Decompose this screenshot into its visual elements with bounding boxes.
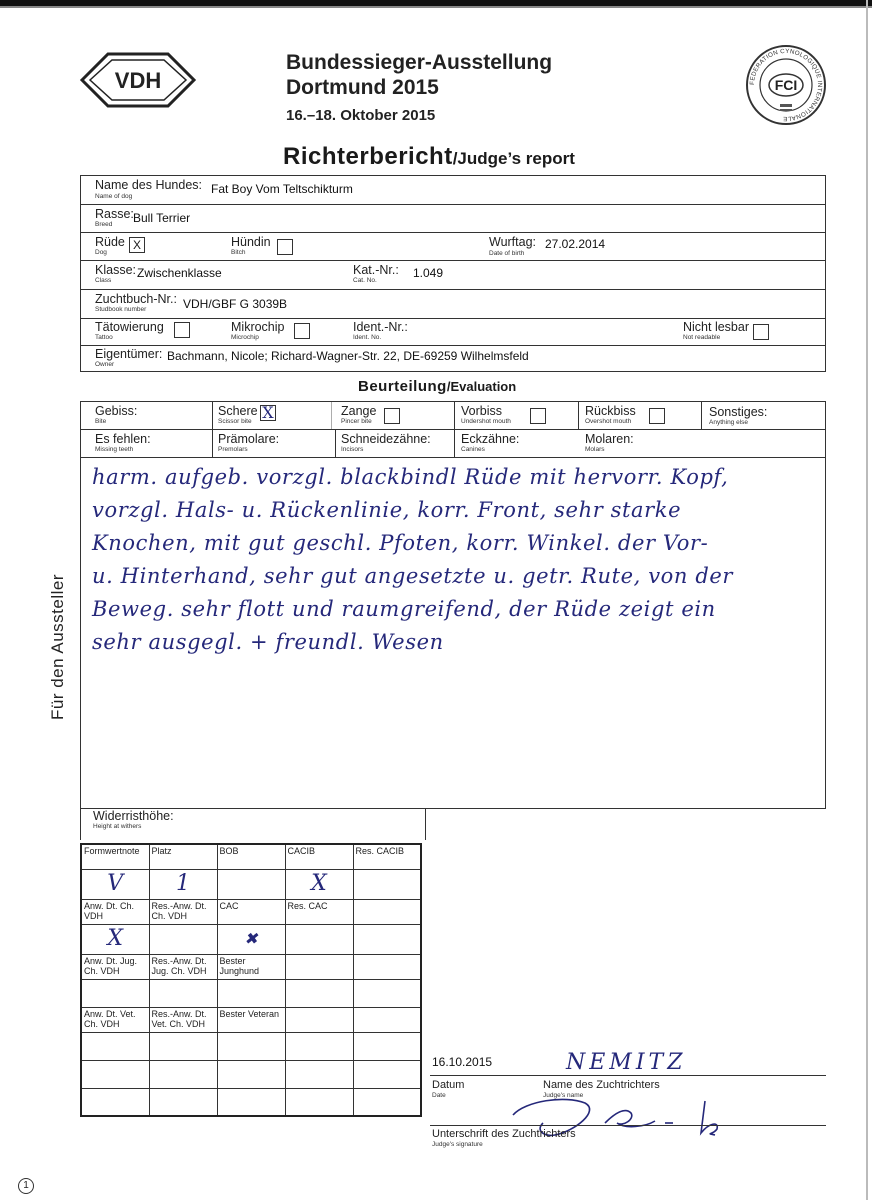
judge-name-handwritten[interactable]: NEMITZ [566,1050,687,1075]
other-label: Sonstiges: [709,405,768,419]
signature-divider [430,1075,826,1076]
show-title-line2: Dortmund 2015 [286,76,439,99]
undershot-sublabel: Undershot mouth [461,418,511,425]
grade-header-cell [285,954,353,979]
tattoo-label: Tätowierung [95,320,164,334]
grade-mark-cell[interactable] [81,1060,149,1088]
handwritten-line: harm. aufgeb. vorzgl. blackbindl Rüde mit hervorr. Kopf, [92,465,729,489]
undershot-checkbox[interactable] [530,408,546,424]
tattoo-sublabel: Tattoo [95,334,113,341]
class-sublabel: Class [95,277,112,284]
female-label: Hündin [231,235,271,249]
table-row [81,844,421,869]
canines-label: Eckzähne: [461,432,520,446]
grade-mark-cell[interactable] [285,1032,353,1060]
grade-mark-cell[interactable] [217,1032,285,1060]
scissor-bite-sublabel: Scissor bite [218,418,252,425]
table-row [81,924,421,954]
withers-height-box [80,808,426,840]
molars-sublabel: Molars [585,446,605,453]
grade-header-cell: Res.-Anw. Dt. Ch. VDH [149,899,217,924]
grade-mark-cell[interactable] [353,979,421,1007]
grade-mark-cell[interactable] [285,924,353,954]
grade-header-cell: CACIB [285,844,353,869]
grade-mark-cell[interactable] [217,1088,285,1116]
fci-seal-logo [745,44,827,126]
signature-label: Unterschrift des Zuchtrichters [432,1128,576,1140]
incisors-sublabel: Incisors [341,446,364,453]
handwritten-line: vorzgl. Hals- u. Rückenlinie, korr. Front, sehr starke [92,498,682,522]
signature-label-group [432,1128,576,1149]
table-row [81,899,421,924]
bite-label: Gebiss: [95,404,138,418]
studbook-sublabel: Studbook number [95,306,147,313]
premolars-label: Prämolare: [218,432,280,446]
page-right-edge [866,0,868,1200]
pincer-bite-label: Zange [341,404,377,418]
molars-label: Molaren: [585,432,634,446]
grade-mark-cell[interactable] [353,869,421,899]
grade-header-cell [353,899,421,924]
date-sublabel: Date [432,1092,446,1099]
report-title-sub: /Judge’s report [452,149,575,168]
grade-mark-cell[interactable]: 1 [149,869,217,899]
canines-sublabel: Canines [461,446,485,453]
judge-name-label: Name des Zuchtrichters [543,1079,660,1091]
ident-number-label: Ident.-Nr.: [353,320,408,334]
grade-mark-cell[interactable] [81,979,149,1007]
grade-header-cell [353,954,421,979]
report-title [283,143,575,171]
premolars-sublabel: Premolars [218,446,248,453]
grade-header-cell: Res.-Anw. Dt. Vet. Ch. VDH [149,1007,217,1032]
grade-header-cell: Anw. Dt. Ch. VDH [81,899,149,924]
grade-mark-cell[interactable] [285,979,353,1007]
overshot-label: Rückbiss [585,404,636,418]
scissor-bite-label: Schere [218,404,258,418]
table-row [81,1032,421,1060]
female-checkbox[interactable] [277,239,293,255]
dog-name-label: Name des Hundes: [95,178,203,192]
handwritten-evaluation[interactable] [92,461,812,659]
handwritten-line: u. Hinterhand, sehr gut angesetzte u. getr. Rute, von der [92,564,734,588]
male-label: Rüde [95,235,125,249]
dog-info-box [80,175,826,372]
grade-mark-cell[interactable] [81,1088,149,1116]
withers-height-sublabel: Height at withers [93,823,142,830]
not-readable-sublabel: Not readable [683,334,721,341]
grade-mark-cell[interactable] [81,1032,149,1060]
dog-name-sublabel: Name of dog [95,193,133,200]
not-readable-checkbox[interactable] [753,324,769,340]
grade-header-cell: Bester Veteran [217,1007,285,1032]
vdh-logo-text: VDH [114,68,162,93]
table-row [81,979,421,1007]
evaluation-title-main: Beurteilung [358,378,447,395]
breed-sublabel: Breed [95,221,113,228]
date-label: Datum [432,1079,465,1091]
evaluation-title [358,378,516,396]
studbook-label: Zuchtbuch-Nr.: [95,292,177,306]
table-row [81,954,421,979]
grade-mark-cell[interactable] [149,979,217,1007]
grade-mark-cell[interactable] [353,1032,421,1060]
grade-header-cell: BOB [217,844,285,869]
grade-mark-cell[interactable]: V [81,869,149,899]
table-row [81,1060,421,1088]
dog-name-value[interactable]: Fat Boy Vom Teltschikturm [211,182,353,196]
fci-seal-text: FCI [774,77,798,93]
grade-mark-cell[interactable] [149,1032,217,1060]
signature-sublabel: Judge's signature [432,1141,483,1148]
scissor-bite-checkbox[interactable]: X [260,405,276,421]
show-title-line1: Bundessieger-Ausstellung [286,51,553,74]
judging-date-value[interactable]: 16.10.2015 [432,1055,493,1069]
overshot-sublabel: Overshot mouth [585,418,632,425]
grade-mark-cell[interactable] [149,1060,217,1088]
breed-label: Rasse: [95,207,134,221]
ident-number-sublabel: Ident. No. [353,334,382,341]
catalog-number-label: Kat.-Nr.: [353,263,399,277]
grades-table [80,843,422,1117]
page-top-border-shadow [0,6,872,8]
overshot-checkbox[interactable] [649,408,665,424]
owner-sublabel: Owner [95,361,115,368]
microchip-checkbox[interactable] [294,323,310,339]
grade-mark-cell[interactable] [149,1088,217,1116]
table-row [81,869,421,899]
bite-sublabel: Bite [95,418,107,425]
evaluation-title-sub: /Evaluation [446,379,517,394]
grade-mark-cell[interactable]: X [81,924,149,954]
grade-mark-cell[interactable] [217,1060,285,1088]
grade-mark-cell[interactable] [285,1060,353,1088]
pincer-bite-checkbox[interactable] [384,408,400,424]
table-row [81,1007,421,1032]
grade-mark-cell[interactable] [285,1088,353,1116]
class-label: Klasse: [95,263,136,277]
grade-mark-cell[interactable] [353,1060,421,1088]
owner-value[interactable]: Bachmann, Nicole; Richard-Wagner-Str. 22, DE-69259 Wilhelmsfeld [167,349,529,363]
grade-header-cell: Bester Junghund [217,954,285,979]
table-row [81,1088,421,1116]
show-dates: 16.–18. Oktober 2015 [286,107,436,124]
report-title-main: Richterbericht [283,143,453,170]
grade-header-cell: Res. CACIB [353,844,421,869]
other-sublabel: Anything else [709,419,749,426]
grade-mark-cell[interactable] [149,924,217,954]
missing-teeth-sublabel: Missing teeth [95,446,134,453]
pincer-bite-sublabel: Pincer bite [341,418,372,425]
studbook-value[interactable]: VDH/GBF G 3039B [183,297,288,311]
exhibitor-copy-label: Für den Aussteller [48,573,67,720]
incisors-label: Schneidezähne: [341,432,431,446]
withers-height-label: Widerristhöhe: [93,809,174,823]
tattoo-checkbox[interactable] [174,322,190,338]
grade-header-cell: Platz [149,844,217,869]
microchip-sublabel: Microchip [231,334,259,341]
show-title [286,50,552,100]
class-value[interactable]: Zwischenklasse [137,266,222,280]
grade-header-cell: Anw. Dt. Jug. Ch. VDH [81,954,149,979]
grade-header-cell: Anw. Dt. Vet. Ch. VDH [81,1007,149,1032]
judge-name-sublabel: Judge's name [543,1092,584,1099]
vdh-logo [78,50,198,110]
grade-header-cell: Res. CAC [285,899,353,924]
missing-teeth-label: Es fehlen: [95,432,151,446]
undershot-label: Vorbiss [461,404,502,418]
grade-mark-cell[interactable] [353,924,421,954]
grade-header-cell [353,1007,421,1032]
signature-line [430,1125,826,1126]
not-readable-label: Nicht lesbar [683,320,749,334]
grade-header-cell [285,1007,353,1032]
grade-mark-cell[interactable] [353,1088,421,1116]
handwritten-line: Knochen, mit gut geschl. Pfoten, korr. Winkel. der Vor- [92,531,709,555]
dob-value[interactable]: 27.02.2014 [545,237,606,251]
catalog-number-value[interactable]: 1.049 [413,266,444,280]
handwritten-line: sehr ausgegl. + freundl. Wesen [92,630,444,654]
male-sublabel: Dog [95,249,107,256]
dob-sublabel: Date of birth [489,250,525,257]
grade-mark-cell[interactable] [217,869,285,899]
grade-header-cell: Formwertnote [81,844,149,869]
female-sublabel: Bitch [231,249,246,256]
grade-mark-cell[interactable] [217,979,285,1007]
grade-mark-cell[interactable]: X [285,869,353,899]
date-label-group [432,1079,464,1100]
breed-value[interactable]: Bull Terrier [133,211,191,225]
dob-label: Wurftag: [489,235,537,249]
owner-label: Eigentümer: [95,347,163,361]
handwritten-line: Beweg. sehr flott und raumgreifend, der Rüde zeigt ein [92,597,716,621]
catalog-number-sublabel: Cat. No. [353,277,377,284]
page-number: 1 [18,1178,34,1194]
grade-header-cell: Res.-Anw. Dt. Jug. Ch. VDH [149,954,217,979]
microchip-label: Mikrochip [231,320,285,334]
male-checkbox[interactable]: X [129,237,145,253]
grade-mark-cell[interactable]: ✖ [217,924,285,954]
fci-ring-text: FEDERATION CYNOLOGIQUE INTERNATIONALE [748,47,824,123]
grade-header-cell: CAC [217,899,285,924]
